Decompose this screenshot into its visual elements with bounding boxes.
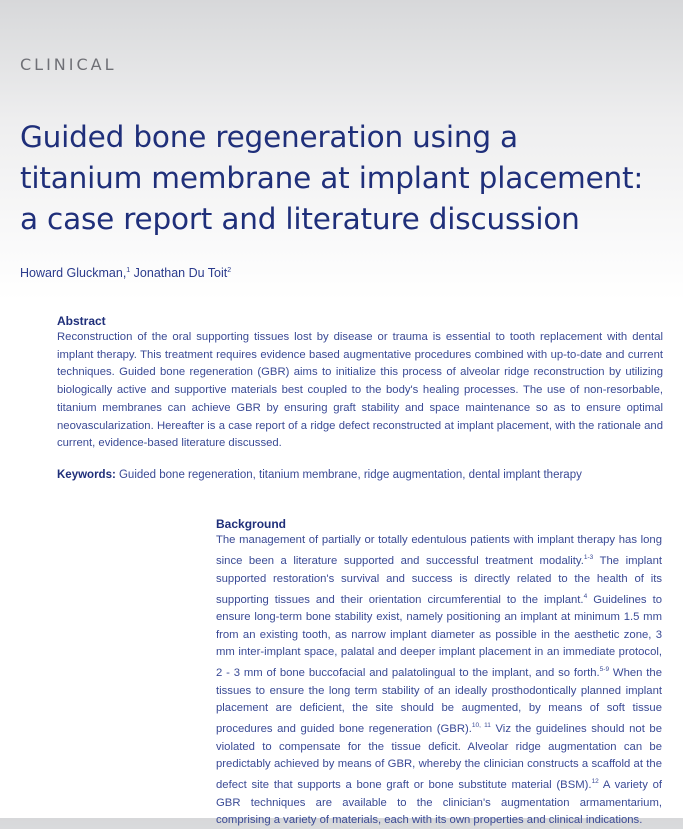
keywords-label: Keywords:: [57, 469, 116, 481]
citation-ref: 5-9: [599, 666, 610, 674]
background-section: [216, 517, 662, 829]
citation-ref: 4: [583, 592, 588, 600]
citation-ref: 1-3: [583, 554, 594, 562]
title-line-2: titanium membrane at implant placement:: [20, 161, 644, 195]
background-text: When the tissues to ensure the long term stability of an ideally prosthodontically planned implant placement are deficient, the site should be augmented, by means of soft tissue procedures and guided bone regeneration (GBR).: [216, 667, 663, 736]
background-text: Viz the guidelines should not be violated to compensate for the tissue deficit. Alveolar ridge augmentation can be predictably achieved by means of GBR, whereby the clinician constructs a scaffold at the defect site that supports a bone graft or bone substitute material (BSM).: [216, 723, 662, 792]
keywords-line: [57, 469, 663, 481]
keywords-text: Guided bone regeneration, titanium membrane, ridge augmentation, dental implant therapy: [115, 469, 582, 481]
abstract-heading: Abstract: [57, 314, 106, 328]
article-title: [20, 117, 670, 240]
background-text: A variety of GBR techniques are available to the clinician's augmentation armamentarium, comprising a variety of materials, each with its own properties and clinical indications.: [216, 779, 663, 826]
section-label: CLINICAL: [20, 55, 117, 74]
background-text: The implant supported restoration's survival and success is directly related to the health of its supporting tissues and their orientation circumferential to the implant.: [216, 555, 662, 606]
abstract-body: Reconstruction of the oral supporting tissues lost by disease or trauma is essential to tooth replacement with dental implant therapy. This treatment requires evidence based augmentative procedures combined with up-to-date and current techniques. Guided bone regeneration (GBR) aims to initialize this process of alveolar ridge reconstruction by utilizing biologically active and supportive materials best coupled to the body's healing processes. The use of non-resorbable, titanium membranes can achieve GBR by ensuring graft stability and space maintenance so as to ensure optimal neovascularization. Hereafter is a case report of a ridge defect reconstructed at implant placement, with the rationale and current, evidence-based literature discussed.: [57, 331, 663, 450]
author-affiliation-mark: 1: [126, 266, 131, 274]
title-line-1: Guided bone regeneration using a: [20, 120, 518, 154]
author-affiliation-mark: 2: [227, 266, 232, 274]
author-name: Howard Gluckman,: [20, 266, 127, 280]
title-line-3: a case report and literature discussion: [20, 202, 580, 236]
citation-ref: 12: [591, 778, 599, 786]
background-body: [216, 532, 662, 829]
citation-ref: 10, 11: [471, 722, 491, 730]
author-name: Jonathan Du Toit: [130, 266, 228, 280]
author-list: [20, 266, 231, 280]
background-text: The management of partially or totally edentulous patients with implant therapy has long since been a literature supported and successful treatment modality.: [216, 534, 662, 568]
background-heading: Background: [216, 517, 287, 531]
background-text: Guidelines to ensure long-term bone stability exist, namely positioning an implant at minimum 1.5 mm from an existing tooth, as narrow implant diameter as possible in the aesthetic zone, 3 mm inter-implant space, palatal and deeper implant placement in an immediate protocol, 2 - 3 mm of bone buccofacial and palatolingual to the implant, and so forth.: [216, 593, 662, 680]
abstract-section: [57, 314, 663, 453]
